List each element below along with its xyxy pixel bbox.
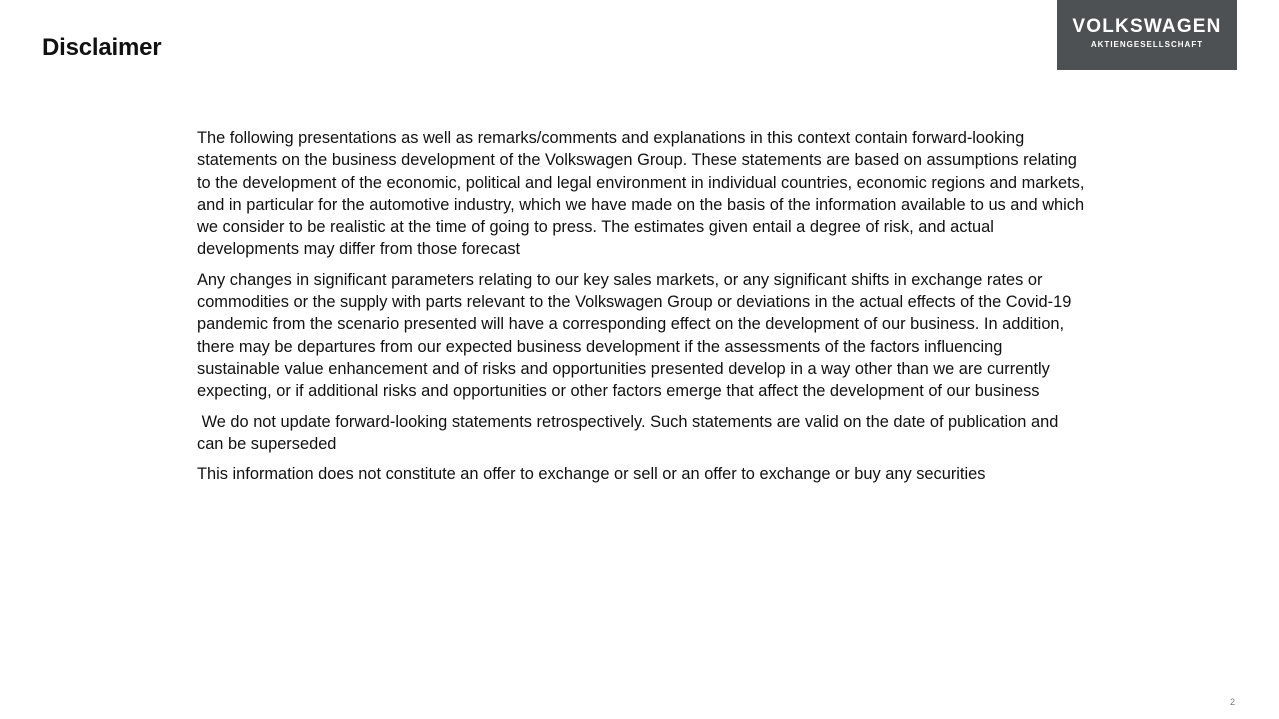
disclaimer-paragraph-no-update: We do not update forward-looking statements retrospectively. Such statements are valid on the date of publication and can be superseded [197, 412, 1063, 453]
disclaimer-paragraph-no-offer: This information does not constitute an offer to exchange or sell or an offer to exchange or buy any securities [197, 465, 986, 484]
page-number: 2 [1229, 697, 1235, 707]
volkswagen-logo [1057, 0, 1237, 70]
disclaimer-body [197, 127, 1087, 493]
logo-subtitle: AKTIENGESELLSCHAFT [1090, 40, 1204, 49]
page-title: Disclaimer [42, 34, 162, 61]
disclaimer-paragraph-forward-looking: The following presentations as well as remarks/comments and explanations in this context contain forward-looking statements on the business development of the Volkswagen Group. These statements are based on assumptions relating to the development of the economic, political and legal environment in individual countries, economic regions and markets, and in particular for the automotive industry, which we have made on the basis of the information available to us and which we consider to be realistic at the time of going to press. The estimates given entail a degree of risk, and actual developments may differ from those forecast [197, 129, 1085, 259]
disclaimer-paragraph-changes: Any changes in significant parameters relating to our key sales markets, or any significant shifts in exchange rates or commodities or the supply with parts relevant to the Volkswagen Group or deviations in the actual effects of the Covid-19 pandemic from the scenario presented will have a corresponding effect on the development of our business. In addition, there may be departures from our expected business development if the assessments of the factors influencing sustainable value enhancement and of risks and opportunities presented develop in a way other than we are currently expecting, or if additional risks and opportunities or other factors emerge that affect the development of our business [197, 270, 1072, 401]
logo-wordmark: VOLKSWAGEN [1072, 16, 1222, 37]
